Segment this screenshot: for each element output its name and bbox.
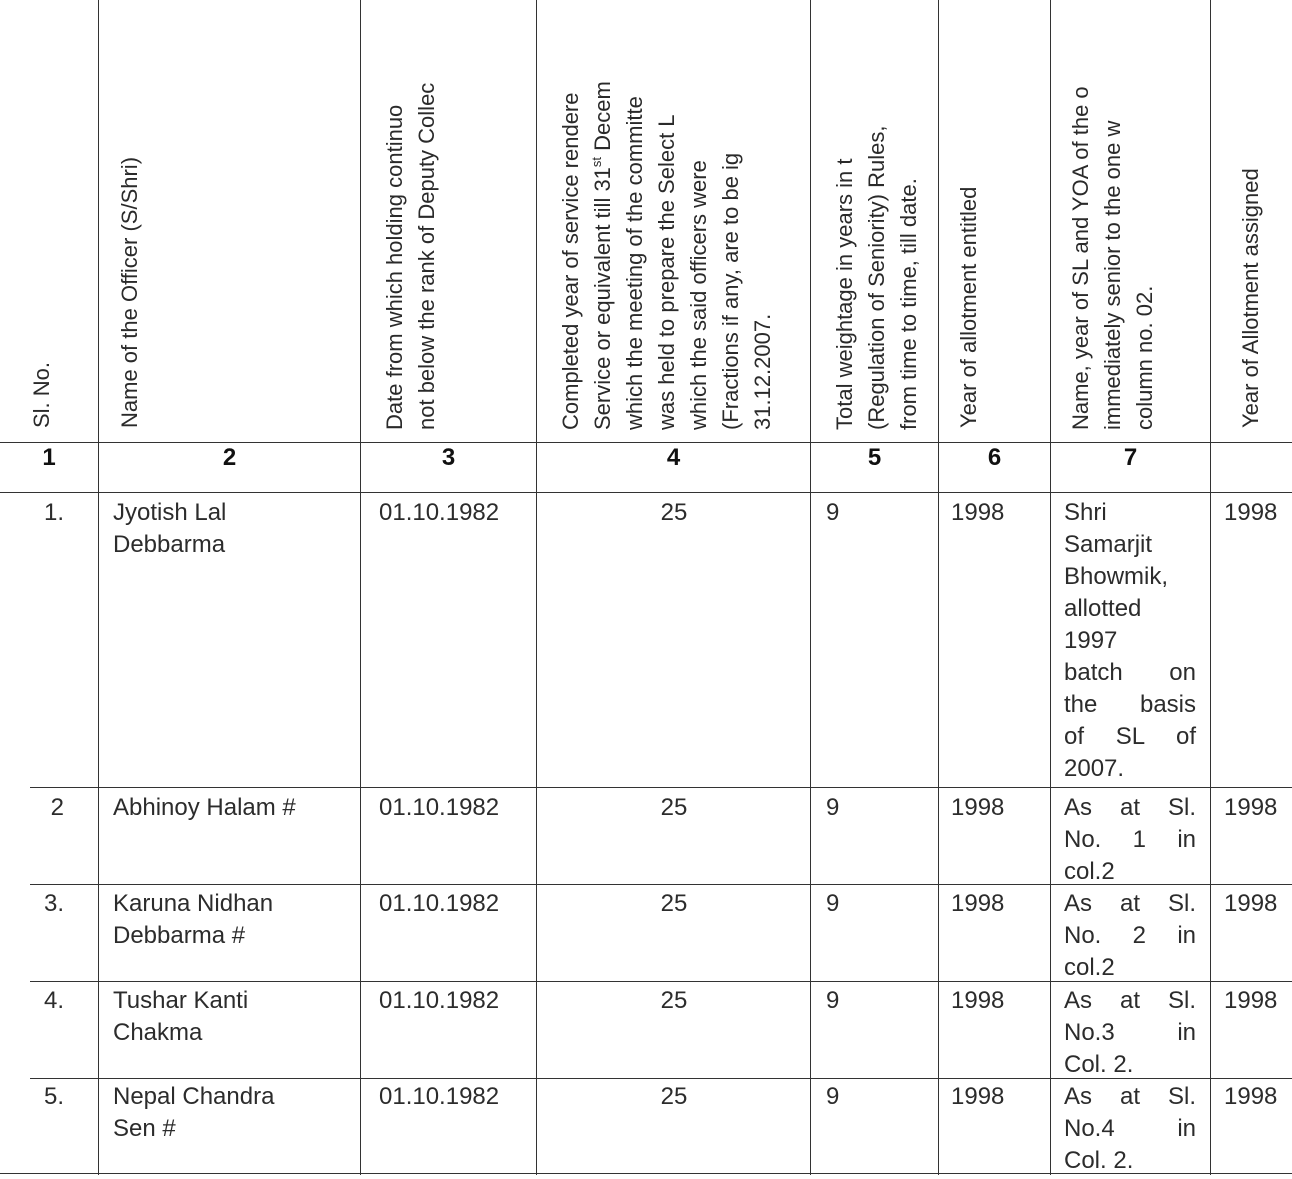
header-text: 31.12.2007. [750,313,775,430]
column-number: 5 [867,444,882,471]
officer-name: Abhinoy Halam # [113,794,296,821]
yoa-entitled: 1998 [951,987,1005,1014]
senior-officer-detail: As at Sl. No. 2 in col.2 [1064,890,1196,981]
holding-date: 01.10.1982 [379,987,500,1014]
sl-no: 3. [43,890,64,917]
completed-years: 25 [660,794,688,821]
header-text: which the meeting of the committe [622,96,647,430]
yoa-entitled: 1998 [951,794,1005,821]
sl-no: 1. [43,499,64,526]
header-text: immediately senior to the one w [1100,120,1125,430]
holding-date: 01.10.1982 [379,1083,500,1110]
yoa-entitled: 1998 [951,499,1005,526]
header-officer-name [99,0,360,442]
completed-years: 25 [660,890,688,917]
weightage: 9 [826,499,840,526]
header-text: was held to prepare the Select L [654,114,679,430]
completed-years: 25 [660,987,688,1014]
column-number: 4 [666,444,681,471]
header-text: not below the rank of Deputy Collec [414,82,439,430]
holding-date: 01.10.1982 [379,499,500,526]
header-divider [0,492,1292,493]
senior-officer-detail: As at Sl. No.3 in Col. 2. [1064,987,1196,1078]
header-text: Year of allotment entitled [956,186,981,428]
column-number: 6 [987,444,1002,471]
senior-officer-detail: Shri Samarjit Bhowmik, allotted 1997 batch on the basis of SL of 2007. [1064,499,1196,782]
header-completed-years [537,0,810,442]
header-sl-no [0,0,98,442]
sl-no: 5. [43,1083,64,1110]
senior-officer-detail: As at Sl. No.4 in Col. 2. [1064,1083,1196,1174]
row-divider [30,787,1292,788]
officer-name: Nepal Chandra Sen # [113,1083,275,1142]
header-text: column no. 02. [1132,285,1157,430]
header-text: Name of the Officer (S/Shri) [117,156,142,428]
officer-name: Tushar Kanti Chakma [113,987,249,1046]
column-number: 2 [222,444,237,471]
header-text: (Regulation of Seniority) Rules, [864,125,889,430]
header-text: Name, year of SL and YOA of the o [1068,86,1093,430]
header-text: which the said officers were [686,160,711,430]
holding-date: 01.10.1982 [379,890,500,917]
yoa-assigned: 1998 [1224,890,1278,917]
header-text: (Fractions if any, are to be ig [718,152,743,430]
header-date-holding [361,0,536,442]
header-senior-officer [1051,0,1210,442]
header-text: Total weightage in years in t [832,158,857,430]
header-text: from time to time, till date. [896,178,921,430]
yoa-entitled: 1998 [951,1083,1005,1110]
yoa-assigned: 1998 [1224,794,1278,821]
weightage: 9 [826,890,840,917]
header-text: Sl. No. [29,361,54,428]
senior-officer-detail: As at Sl. No. 1 in col.2 [1064,794,1196,885]
column-number: 3 [441,444,456,471]
header-yoa-assigned [1211,0,1292,442]
header-yoa-entitled [939,0,1050,442]
yoa-assigned: 1998 [1224,1083,1278,1110]
column-number: 1 [42,444,56,471]
weightage: 9 [826,1083,840,1110]
completed-years: 25 [660,499,688,526]
yoa-assigned: 1998 [1224,987,1278,1014]
officer-name: Jyotish Lal Debbarma [113,499,227,558]
header-divider [0,442,1292,443]
weightage: 9 [826,987,840,1014]
holding-date: 01.10.1982 [379,794,500,821]
sl-no: 2 [50,794,64,821]
sl-no: 4. [43,987,64,1014]
column-number: 7 [1123,444,1138,471]
yoa-entitled: 1998 [951,890,1005,917]
header-total-weightage [811,0,938,442]
header-text: Completed year of service rendere [558,92,583,430]
completed-years: 25 [660,1083,688,1110]
yoa-assigned: 1998 [1224,499,1278,526]
officer-name: Karuna Nidhan Debbarma # [113,890,274,949]
header-text: Date from which holding continuo [382,104,407,430]
header-text: Service or equivalent till 31st Decem [589,81,615,430]
weightage: 9 [826,794,840,821]
header-text: Year of Allotment assigned [1238,168,1263,428]
